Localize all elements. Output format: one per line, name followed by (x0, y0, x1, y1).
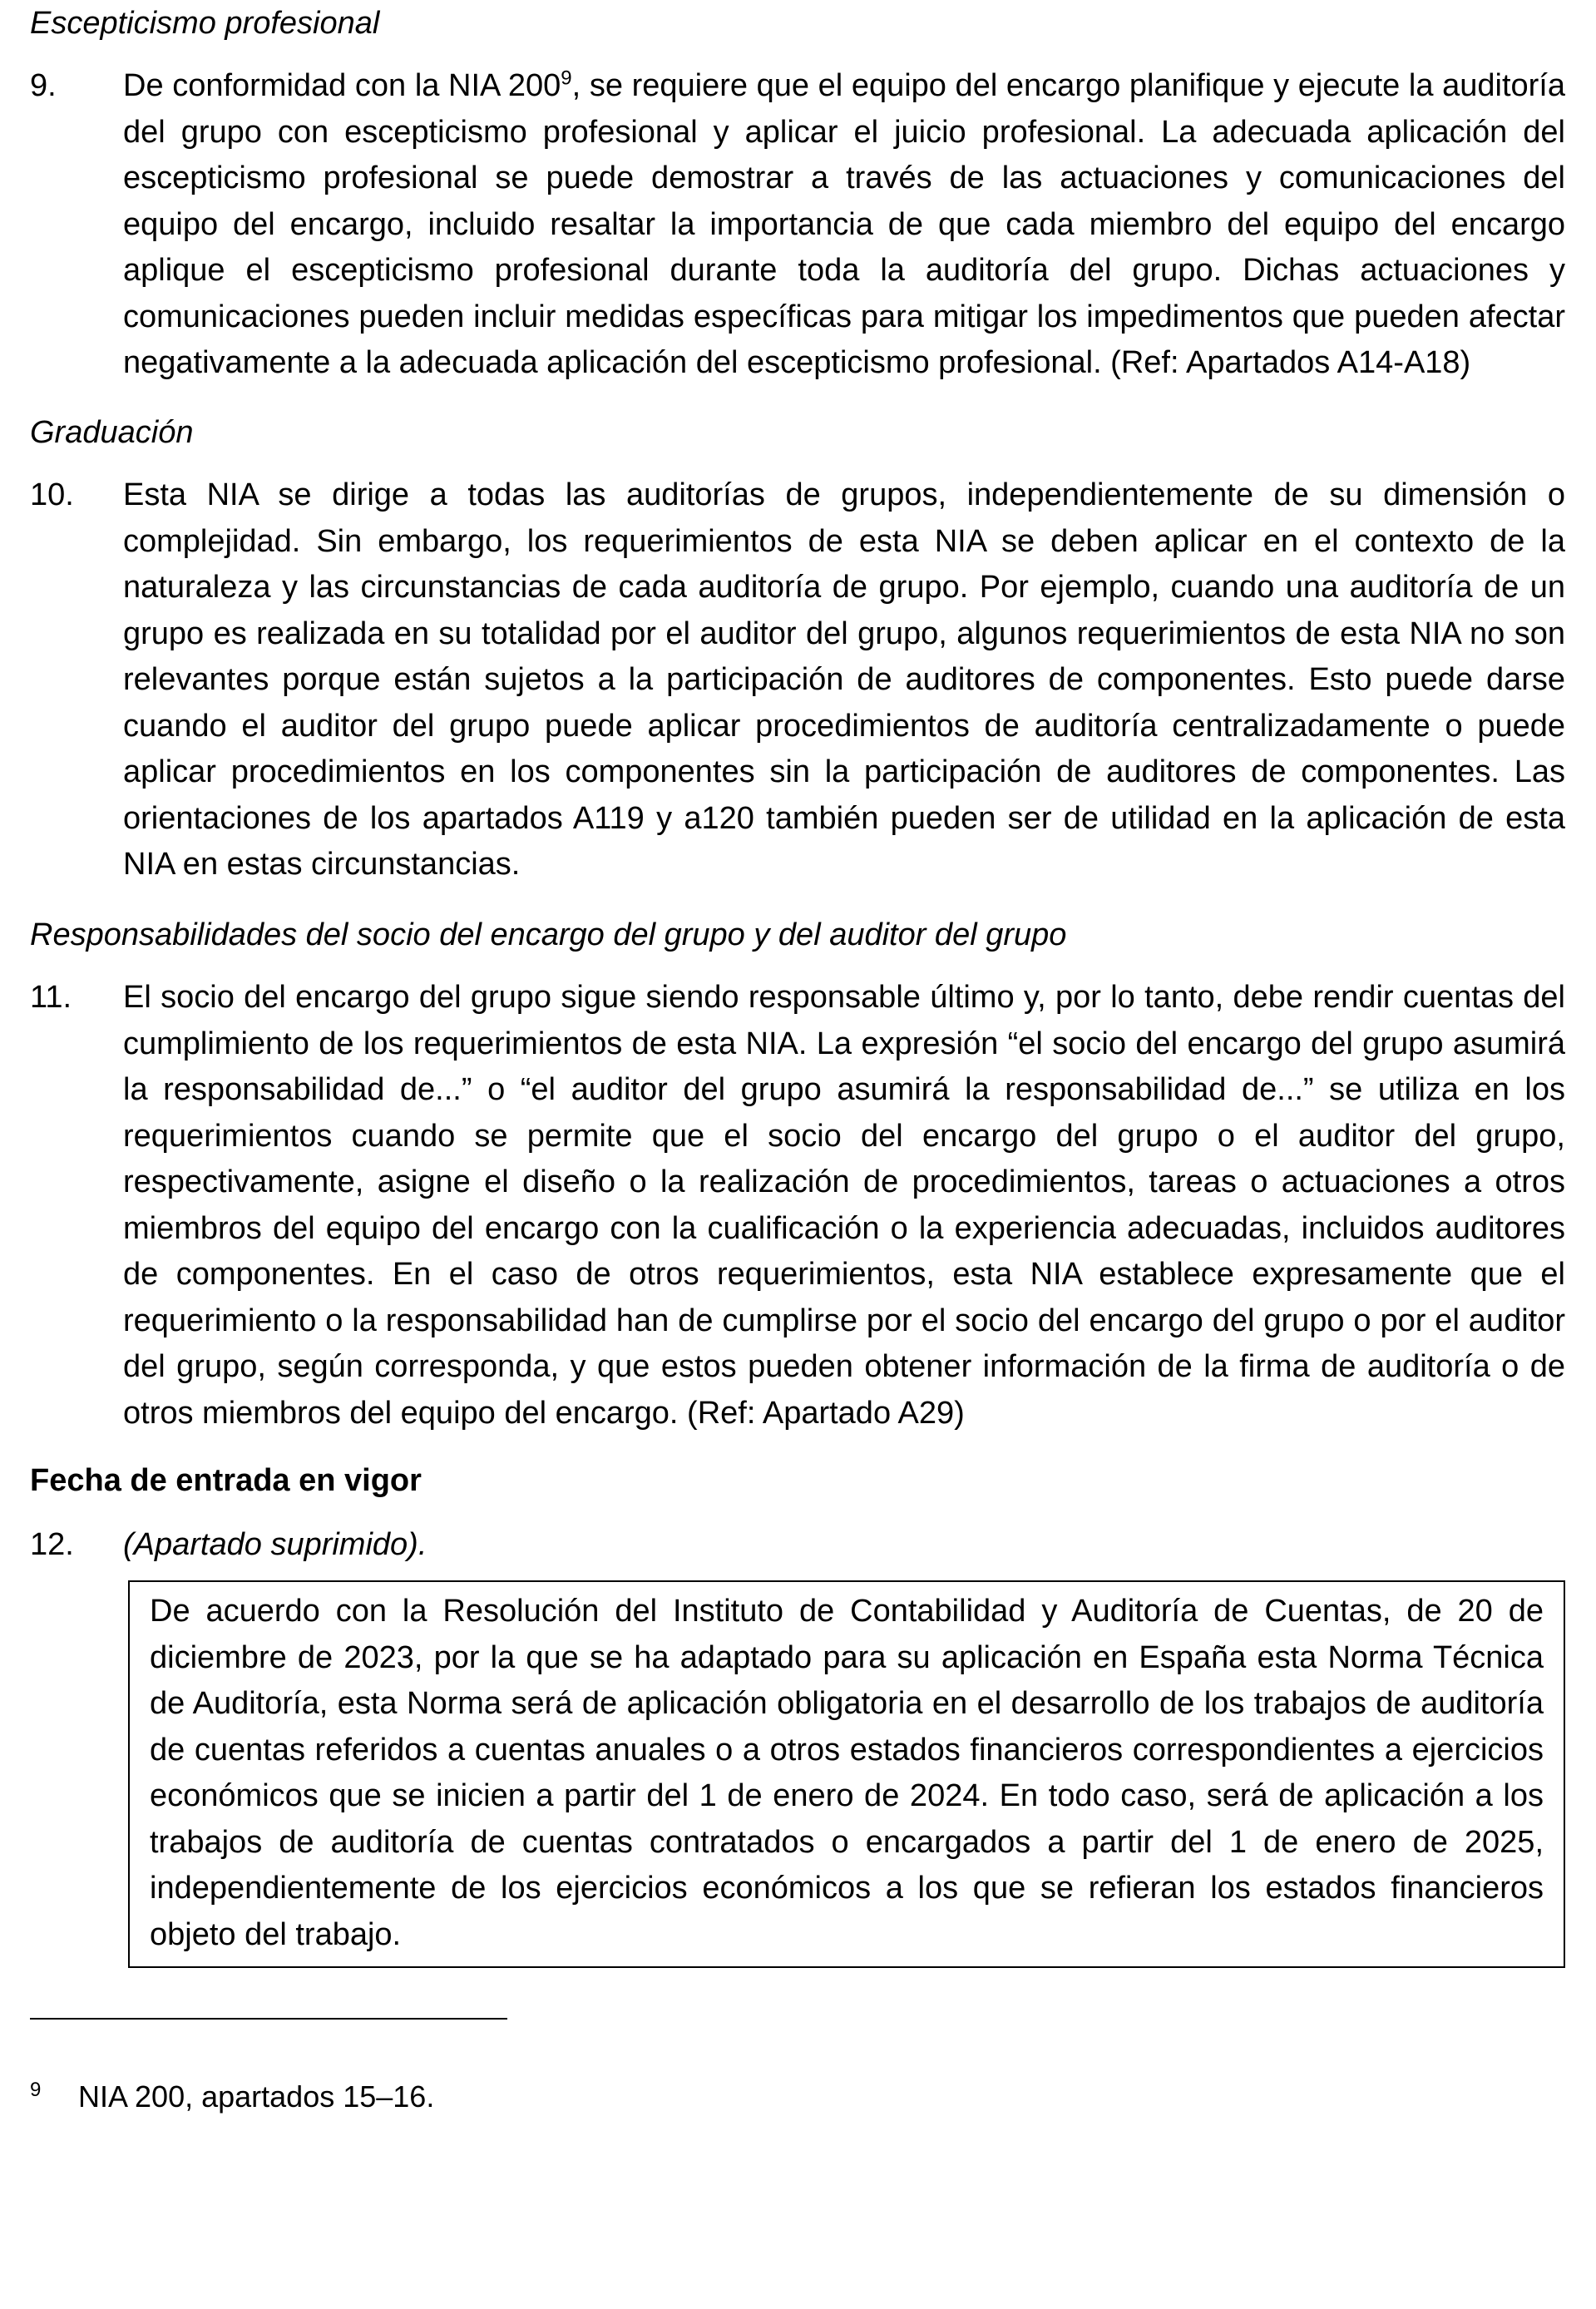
section-effective-date (30, 1457, 1565, 1504)
footnote-mark: 9 (30, 2079, 42, 2101)
section-heading-skepticism: Escepticismo profesional (30, 6, 380, 41)
paragraph-text: El socio del encargo del grupo sigue siendo responsable último y, por lo tanto, debe rendir cuentas del cumplimiento de los requerimientos de esta NIA. La expresión “el socio del encargo del grupo asumirá la responsabilidad de...” o “el auditor del grupo asumirá la responsabilidad de...” se utiliza en los requerimientos cuando se permite que el socio del encargo del grupo o el auditor del grupo, respectivamente, asigne el diseño o la realización de procedimientos, tareas o actuaciones a otros miembros del equipo del encargo con la cualificación o la experiencia adecuadas, incluidos auditores de componentes. En el caso de otros requerimientos, esta NIA establece expresamente que el requerimiento o la responsabilidad han de cumplirse por el socio del encargo del grupo o por el auditor del grupo, según corresponda, y que estos pueden obtener información de la firma de auditoría o de otros miembros del equipo del encargo. (Ref: Apartado A29) (123, 980, 1565, 1431)
paragraph-number: 9. (30, 68, 57, 103)
section-skepticism (30, 0, 1565, 47)
section-graduation (30, 409, 1565, 456)
paragraph-11 (30, 975, 1565, 1436)
paragraph-number: 10. (30, 477, 74, 512)
paragraph-text: (Apartado suprimido). (123, 1527, 427, 1562)
section-heading-graduation: Graduación (30, 415, 194, 450)
paragraph-text-part: De conformidad con la NIA 200 (123, 68, 561, 103)
paragraph-number: 11. (30, 980, 72, 1015)
paragraph-9 (30, 63, 1565, 387)
footnote-text: NIA 200, apartados 15–16. (78, 2079, 435, 2114)
section-heading-responsibilities: Responsabilidades del socio del encargo del grupo y del auditor del grupo (30, 917, 1067, 952)
paragraph-10 (30, 472, 1565, 888)
footnote (30, 2078, 434, 2116)
section-responsibilities (30, 912, 1565, 958)
paragraph-number: 12. (30, 1527, 74, 1562)
paragraph-text: Esta NIA se dirige a todas las auditorías de grupos, independientemente de su dimensión o complejidad. Sin embargo, los requerimientos de esta NIA se deben aplicar en el contexto de la naturaleza y las circunstancias de cada auditoría de grupo. Por ejemplo, cuando una auditoría de un grupo es realizada en su totalidad por el auditor del grupo, algunos requerimientos de esta NIA no son relevantes porque están sujetos a la participación de auditores de componentes. Esto puede darse cuando el auditor del grupo puede aplicar procedimientos de auditoría centralizadamente o puede aplicar procedimientos en los componentes sin la participación de auditores de componentes. Las orientaciones de los apartados A119 y a120 también pueden ser de utilidad en la aplicación de esta NIA en estas circunstancias. (123, 477, 1565, 882)
footnote-reference[interactable]: 9 (561, 67, 572, 90)
section-heading-effective-date: Fecha de entrada en vigor (30, 1463, 422, 1498)
boxed-note: De acuerdo con la Resolución del Instituto de Contabilidad y Auditoría de Cuentas, de 20 de diciembre de 2023, por la que se ha adaptado para su aplicación en España esta Norma Técnica de Auditoría, esta Norma será de aplicación obligatoria en el desarrollo de los trabajos de auditoría de cuentas referidos a cuentas anuales o a otros estados financieros correspondientes a ejercicios económicos que se inicien a partir del 1 de enero de 2024. En todo caso, será de aplicación a los trabajos de auditoría de cuentas contratados o encargados a partir del 1 de enero de 2025, independientemente de los ejercicios económicos a los que se refieran los estados financieros objeto del trabajo. (128, 1580, 1565, 1968)
paragraph-text (123, 63, 1565, 387)
paragraph-12 (30, 1522, 1565, 1569)
paragraph-text-part: , se requiere que el equipo del encargo planifique y ejecute la auditoría del grupo con escepticismo profesional y aplicar el juicio profesional. La adecuada aplicación del escepticismo profesional se puede demostrar a través de las actuaciones y comunicaciones del equipo del encargo, incluido resaltar la importancia de que cada miembro del equipo del encargo aplique el escepticismo profesional durante toda la auditoría del grupo. Dichas actuaciones y comunicaciones pueden incluir medidas específicas para mitigar los impedimentos que pueden afectar negativamente a la adecuada aplicación del escepticismo profesional. (Ref: Apartados A14-A18) (123, 68, 1565, 380)
footnote-separator (30, 2018, 507, 2020)
